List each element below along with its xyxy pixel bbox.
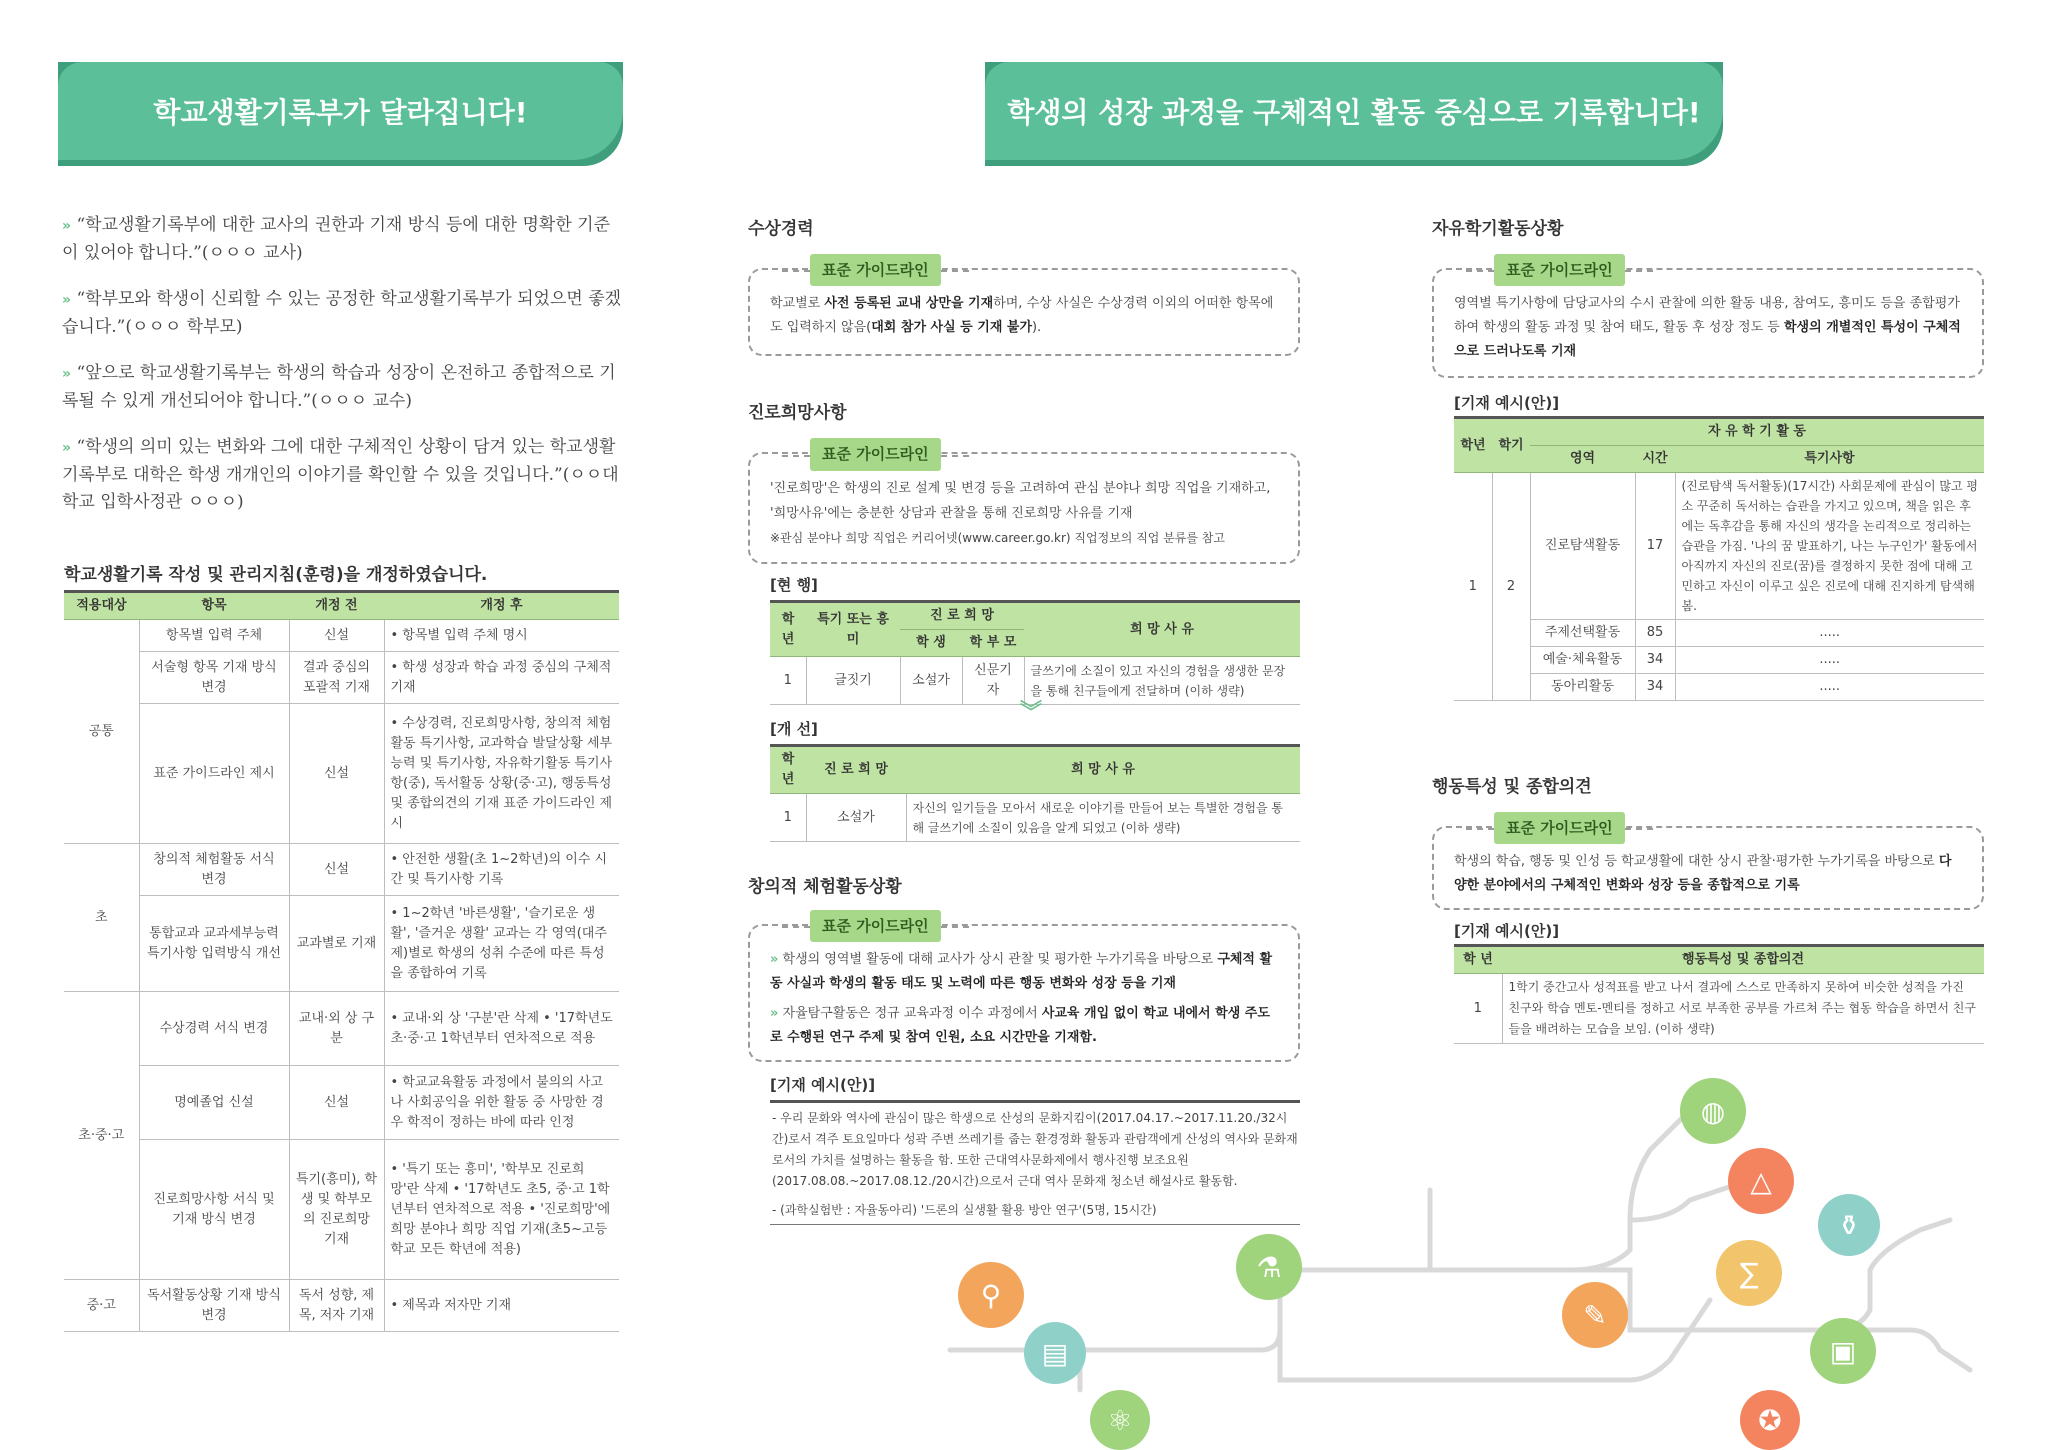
revision-header: 개정 전 — [289, 592, 384, 620]
guide-tag: 표준 가이드라인 — [1494, 812, 1625, 844]
table-row: 1 1학기 중간고사 성적표를 받고 나서 결과에 스스로 만족하지 못하여 비슷한 성적을 가진 친구와 학습 멘토-멘티를 정하고 서로 부족한 공부를 가르쳐 주는 협동 학습을 하면서 친구들을 배려하는 모습을 보임. (이하 생략) — [1454, 974, 1984, 1044]
guide-tag: 표준 가이드라인 — [1494, 254, 1625, 286]
left-banner: 학교생활기록부가 달라집니다! — [58, 62, 623, 160]
creative-example-1: - 우리 문화와 역사에 관심이 많은 학생으로 산성의 문화지킴이(2017.04.17.~2017.11.20./32시간)로서 격주 토요일마다 성곽 주변 쓰레기를 줍는 환경정화 활동과 관람객에게 산성의 역사와 문화재로서의 가치를 설명하는 활동을 함. 또한 근대역사문화제에서 행사진행 보조요원(2017.08.08.~2017.08.12./20시간)으로서 근대 역사 문화재 청소년 해설사로 활동함. — [772, 1111, 1298, 1188]
career-guide: 표준 가이드라인 '진로희망'은 학생의 진로 설계 및 변경 등을 고려하여 관심 분야나 희망 직업을 기재하고, '희망사유'에는 충분한 상담과 관찰을 통해 진로희망 사유를 기재 ※관심 분야나 희망 직업은 커리어넷(www.career.go.kr) 직업정보의 직업 분류를 참고 — [748, 452, 1300, 564]
decorative-tree — [930, 1070, 2040, 1419]
table-row: 예술·체육활동 34 ..... — [1454, 647, 1984, 674]
behavior-table: 학 년 행동특성 및 종합의견 1 1학기 중간고사 성적표를 받고 나서 결과에 스스로 만족하지 못하여 비슷한 성적을 가진 친구와 학습 멘토-멘티를 정하고 서로 부족한 공부를 가르쳐 주는 협동 학습을 하면서 친구들을 배려하는 모습을 보임. (이하 생략) — [1454, 944, 1984, 1044]
free-sem-table: 학년 학기 자 유 학 기 활 동 영역 시간 특기사항 1 2 진로탐색활동 17 (진로탐색 독서활동)(17시간) 사회문제에 관심이 많고 평소 꾸준히 독서하는 습관을 가지고 있으며, 책을 읽은 후에는 독후감을 통해 자신의 생각을 논리적으로 정리하는 습관을 가짐. '나의 꿈 발표하기, 나는 누구인가' 활동에서 아직까지 자신의 진로(꿈)를 결정하지 못한 점에 대해 고민하고 자신이 이루고 싶은 진로에 대해 진지하게 탐색해 봄. 주제선택활동 85 ..... 예술·체육활동 34 ..... 동아리활동 34 ..... — [1454, 416, 1984, 701]
table-row: 서술형 항목 기재 방식 변경 결과 중심의 포괄적 기재 • 학생 성장과 학습 과정 중심의 구체적 기재 — [64, 652, 619, 704]
creative-example-label: [기재 예시(안)] — [770, 1076, 876, 1094]
quote-4: » “학생의 의미 있는 변화와 그에 대한 구체적인 상황이 담겨 있는 학교생활기록부로 대학은 학생 개개인의 이야기를 확인할 수 있을 것입니다.”(ㅇㅇ대학교 입학사정관 ㅇㅇㅇ) — [62, 437, 619, 512]
table-row: 초 창의적 체험활동 서식 변경 신설 • 안전한 생활(초 1~2학년)의 이수 시간 및 특기사항 기록 — [64, 844, 619, 896]
guide-tag: 표준 가이드라인 — [810, 910, 941, 942]
table-row: 공통 항목별 입력 주체 신설 • 항목별 입력 주체 명시 — [64, 620, 619, 652]
easel-icon: ▣ — [1810, 1318, 1876, 1384]
quote-3: » “앞으로 학교생활기록부는 학생의 학습과 성장이 온전하고 종합적으로 기록될 수 있게 개선되어야 합니다.”(ㅇㅇㅇ 교수) — [62, 363, 616, 411]
behavior-example-label: [기재 예시(안)] — [1454, 922, 1560, 940]
table-row: 초·중·고 수상경력 서식 변경 교내·외 상 구분 • 교내·외 상 '구분'란 삭제 • '17학년도 초·중·고 1학년부터 연차적으로 적용 — [64, 992, 619, 1066]
table-row: 1 글짓기 소설가 신문기자 글쓰기에 소질이 있고 자신의 경험을 생생한 문장을 통해 친구들에게 전달하며 (이하 생략) — [770, 657, 1300, 705]
behavior-guide: 표준 가이드라인 학생의 학습, 행동 및 인성 등 학교생활에 대한 상시 관찰·평가한 누가기록을 바탕으로 다양한 분야에서의 구체적인 변화와 성장 등을 종합적으로 기록 — [1432, 826, 1984, 910]
document-icon: ▤ — [1024, 1322, 1086, 1384]
quote-2: » “학부모와 학생이 신뢰할 수 있는 공정한 학교생활기록부가 되었으면 좋겠습니다.”(ㅇㅇㅇ 학부모) — [62, 289, 622, 337]
revision-title: 학교생활기록 작성 및 관리지침(훈령)을 개정하였습니다. — [64, 565, 488, 585]
career-improved-label: [개 선] — [770, 720, 818, 738]
table-row: 중·고 독서활동상황 기재 방식 변경 독서 성향, 제목, 저자 기재 • 제목과 저자만 기재 — [64, 1280, 619, 1332]
creative-title: 창의적 체험활동상황 — [748, 877, 902, 897]
table-row: 동아리활동 34 ..... — [1454, 674, 1984, 701]
revision-header: 항목 — [139, 592, 289, 620]
creative-guide: 표준 가이드라인 » 학생의 영역별 활동에 대해 교사가 상시 관찰 및 평가한 누가기록을 바탕으로 구체적 활동 사실과 학생의 활동 태도 및 노력에 따른 행동 변화와 성장 등을 기재 » 자율탐구활동은 정규 교육과정 이수 과정에서 사교육 개입 없이 학교 내에서 학생 주도로 수행된 연구 주제 및 참여 인원, 소요 시간만을 기재함. — [748, 924, 1300, 1062]
table-row: 표준 가이드라인 제시 신설 • 수상경력, 진로희망사항, 창의적 체험활동 특기사항, 교과학습 발달상황 세부능력 및 특기사항, 자유학기활동 특기사항(중), 독서활동 상황(중·고), 행동특성 및 종합의견의 기재 표준 가이드라인 제시 — [64, 704, 619, 844]
globe-icon: ◍ — [1680, 1078, 1746, 1144]
awards-title: 수상경력 — [748, 219, 814, 239]
table-row: 1 2 진로탐색활동 17 (진로탐색 독서활동)(17시간) 사회문제에 관심이 많고 평소 꾸준히 독서하는 습관을 가지고 있으며, 책을 읽은 후에는 독후감을 통해 자신의 생각을 논리적으로 정리하는 습관을 가짐. '나의 꿈 발표하기, 나는 누구인가' 활동에서 아직까지 자신의 진로(꿈)를 결정하지 못한 점에 대해 고민하고 자신이 이루고 싶은 진로에 대해 진지하게 탐색해 봄. — [1454, 473, 1984, 620]
quote-1: » “학교생활기록부에 대한 교사의 권한과 기재 방식 등에 대한 명확한 기준이 있어야 합니다.”(ㅇㅇㅇ 교사) — [62, 215, 611, 263]
free-sem-example-label: [기재 예시(안)] — [1454, 394, 1560, 412]
revision-header: 개정 후 — [384, 592, 619, 620]
behavior-title: 행동특성 및 종합의견 — [1432, 777, 1592, 797]
table-row: 진로희망사항 서식 및 기재 방식 변경 특기(흥미), 학생 및 학부모의 진로희망 기재 • '특기 또는 흥미', '학부모 진로희망'란 삭제 • '17학년도 초5, 중·고 1학년부터 연차적으로 적용 • '진로희망'에 희망 분야나 희망 직업 기재(초5~고등학교 모든 학년에 적용) — [64, 1140, 619, 1280]
free-sem-guide: 표준 가이드라인 영역별 특기사항에 담당교사의 수시 관찰에 의한 활동 내용, 참여도, 흥미도 등을 종합평가하여 학생의 활동 과정 및 참여 태도, 활동 후 성장 정도 등 학생의 개별적인 특성이 구체적으로 드러나도록 기재 — [1432, 268, 1984, 378]
guide-tag: 표준 가이드라인 — [810, 254, 941, 286]
table-row: 명예졸업 신설 신설 • 학교교육활동 과정에서 불의의 사고나 사회공익을 위한 활동 중 사망한 경우 학적이 정하는 바에 따라 인정 — [64, 1066, 619, 1140]
guide-tag: 표준 가이드라인 — [810, 438, 941, 471]
notebook-icon: ✎ — [1562, 1282, 1628, 1348]
revision-table — [64, 590, 619, 1332]
table-row: 주제선택활동 85 ..... — [1454, 620, 1984, 647]
table-row: 통합교과 교과세부능력 특기사항 입력방식 개선 교과별로 기재 • 1~2학년 '바른생활', '슬기로운 생활', '즐거운 생활' 교과는 각 영역(대주제)별로 학생의 성취 수준에 따른 특성을 종합하여 기록 — [64, 896, 619, 992]
right-banner: 학생의 성장 과정을 구체적인 활동 중심으로 기록합니다! — [985, 62, 1723, 160]
free-sem-title: 자유학기활동상황 — [1432, 219, 1564, 239]
magnifier-icon: ⚲ — [958, 1262, 1024, 1328]
formula-board-icon: ∑ — [1716, 1240, 1782, 1306]
microscope-icon: ⚗ — [1236, 1234, 1302, 1300]
chevron-down-icon: ︾ — [1020, 700, 1043, 725]
career-current-label: [현 행] — [770, 576, 818, 594]
creative-example-2: - (과학실험반 : 자율동아리) '드론의 실생활 활용 방안 연구'(5명, 15시간) — [772, 1203, 1157, 1217]
tree-branch — [1280, 1300, 1710, 1380]
career-current-table: 학년 특기 또는 흥미 진 로 희 망 희 망 사 유 학 생 학 부 모 1 글짓기 소설가 신문기자 글쓰기에 소질이 있고 자신의 경험을 생생한 문장을 통해 친구들에게 전달하며 (이하 생략) — [770, 600, 1300, 705]
career-title: 진로희망사항 — [748, 403, 847, 423]
revision-header: 적용대상 — [64, 592, 139, 620]
flask-icon: ⚱ — [1818, 1194, 1880, 1256]
awards-guide: 표준 가이드라인 학교별로 사전 등록된 교내 상만을 기재하며, 수상 사실은 수상경력 이외의 어떠한 항목에도 입력하지 않음(대회 참가 사실 등 기재 불가). — [748, 268, 1300, 356]
table-row: 1 소설가 자신의 일기들을 모아서 새로운 이야기를 만들어 보는 특별한 경험을 통해 글쓰기에 소질이 있음을 알게 되었고 (이하 생략) — [770, 794, 1300, 842]
compass-icon: △ — [1728, 1148, 1794, 1214]
award-icon: ✪ — [1740, 1390, 1800, 1450]
atom-icon: ⚛ — [1090, 1390, 1150, 1450]
career-improved-table: 학년 진 로 희 망 희 망 사 유 1 소설가 자신의 일기들을 모아서 새로운 이야기를 만들어 보는 특별한 경험을 통해 글쓰기에 소질이 있음을 알게 되었고 (이하 생략) — [770, 744, 1300, 842]
